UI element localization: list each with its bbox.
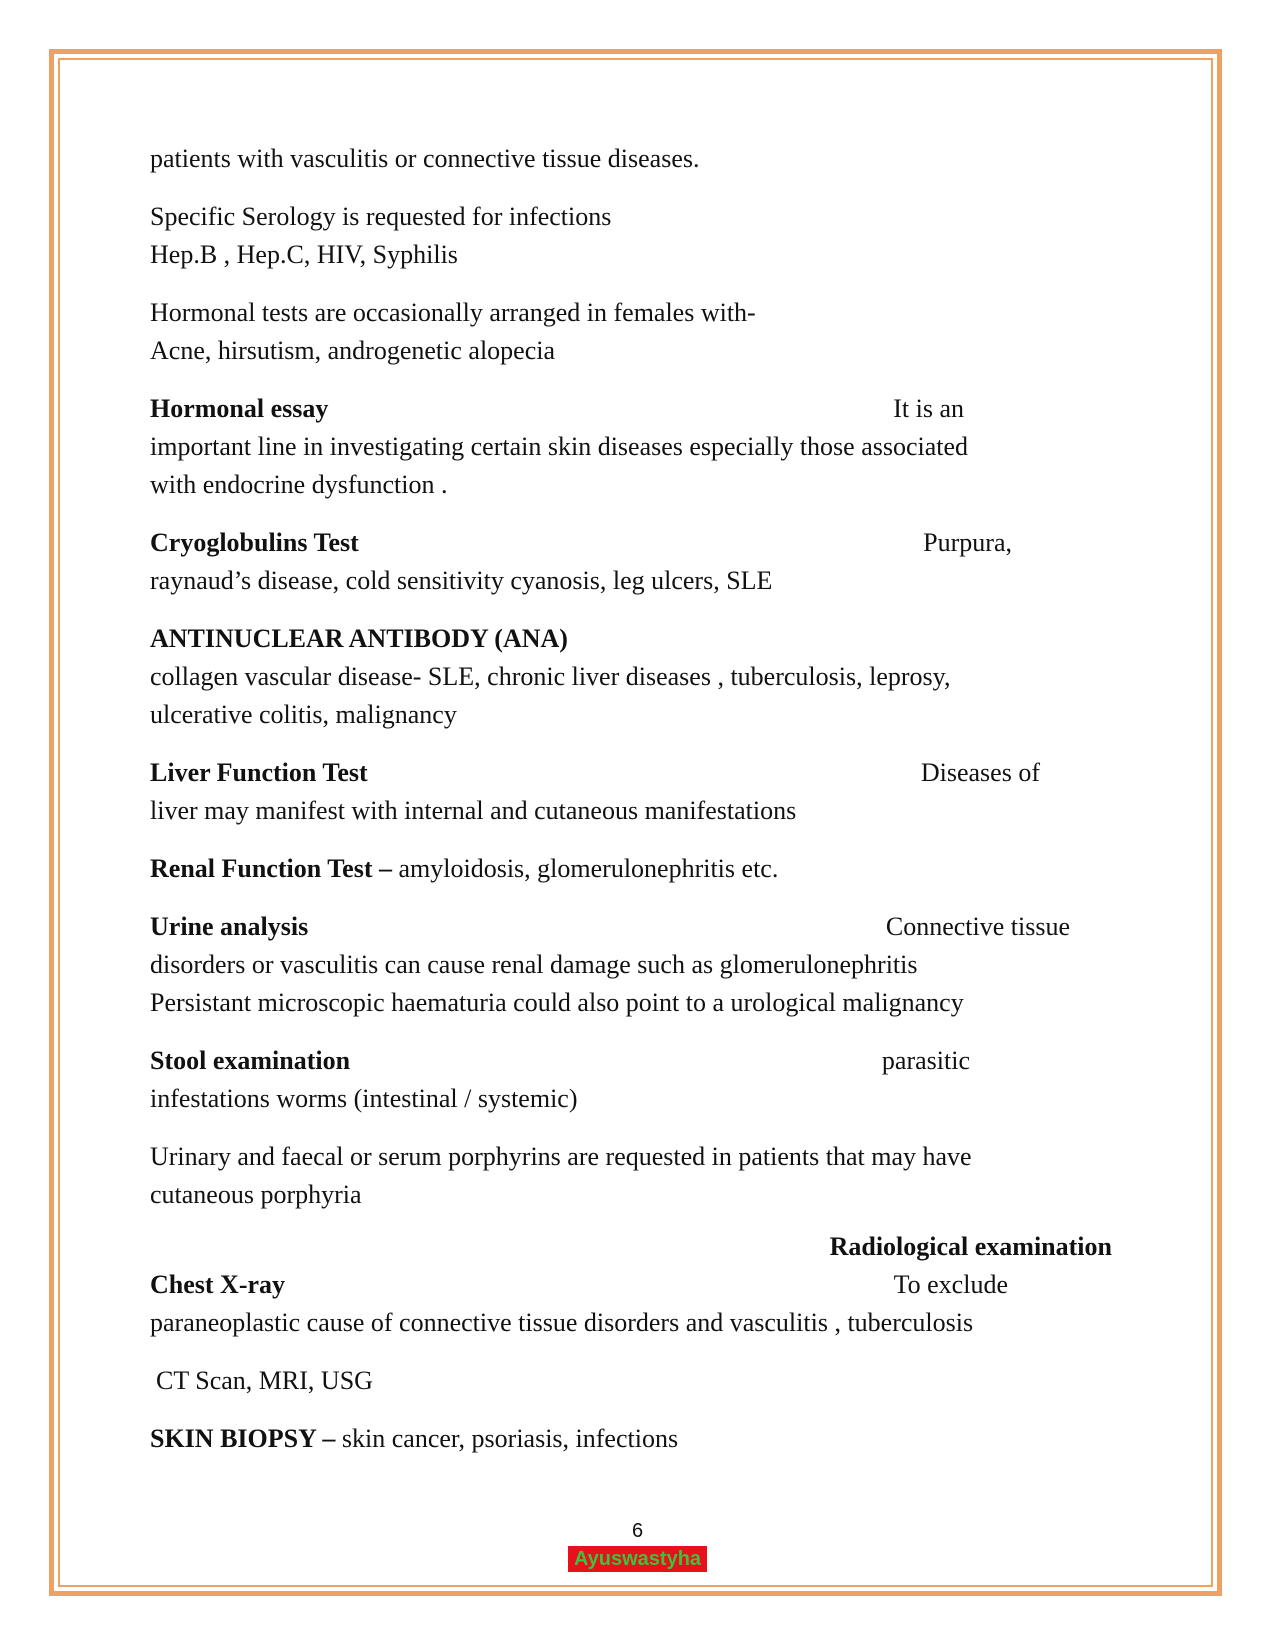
text-line: Diseases of bbox=[920, 758, 1040, 787]
text-line: Hormonal tests are occasionally arranged in females with- bbox=[150, 298, 756, 327]
section-heading: Liver Function Test bbox=[150, 758, 368, 787]
text-line: Acne, hirsutism, androgenetic alopecia bbox=[150, 336, 556, 365]
section-cryoglobulins bbox=[150, 524, 1130, 600]
section-heading: Hormonal essay bbox=[150, 394, 329, 423]
section-renal-function bbox=[150, 850, 1130, 888]
text-line: ulcerative colitis, malignancy bbox=[150, 700, 457, 729]
section-heading: Radiological examination bbox=[829, 1232, 1112, 1261]
text-line: raynaud’s disease, cold sensitivity cyanosis, leg ulcers, SLE bbox=[150, 566, 773, 595]
section-heading: Renal Function Test – bbox=[150, 854, 392, 883]
text-line: amyloidosis, glomerulonephritis etc. bbox=[392, 854, 779, 883]
text-line: It is an bbox=[893, 394, 964, 423]
section-heading: Stool examination bbox=[150, 1046, 351, 1075]
text-line: Persistant microscopic haematuria could also point to a urological malignancy bbox=[150, 988, 964, 1017]
section-heading: Chest X-ray bbox=[150, 1270, 286, 1299]
text-line: Connective tissue bbox=[885, 912, 1070, 941]
text-line: with endocrine dysfunction . bbox=[150, 470, 448, 499]
text-line: To exclude bbox=[893, 1270, 1008, 1299]
text-line: collagen vascular disease- SLE, chronic liver diseases , tuberculosis, leprosy, bbox=[150, 662, 951, 691]
paragraph-hormonal-tests bbox=[150, 294, 1130, 370]
text-line: cutaneous porphyria bbox=[150, 1180, 362, 1209]
paragraph-serology bbox=[150, 198, 1130, 274]
section-heading: Urine analysis bbox=[150, 912, 309, 941]
text-line: Urinary and faecal or serum porphyrins are requested in patients that may have bbox=[150, 1142, 972, 1171]
text-line: Purpura, bbox=[923, 528, 1012, 557]
text-line: paraneoplastic cause of connective tissue disorders and vasculitis , tuberculosis bbox=[150, 1308, 974, 1337]
text-line: disorders or vasculitis can cause renal damage such as glomerulonephritis bbox=[150, 950, 918, 979]
document-body bbox=[150, 140, 1130, 1478]
text-line: Specific Serology is requested for infections bbox=[150, 202, 612, 231]
section-heading: Cryoglobulins Test bbox=[150, 528, 359, 557]
section-heading: SKIN BIOPSY – bbox=[150, 1424, 336, 1453]
brand-label: Ayuswastyha bbox=[568, 1546, 707, 1572]
section-liver-function bbox=[150, 754, 1130, 830]
section-skin-biopsy bbox=[150, 1420, 1130, 1458]
text-line: important line in investigating certain skin diseases especially those associated bbox=[150, 432, 969, 461]
text-line: liver may manifest with internal and cutaneous manifestations bbox=[150, 796, 797, 825]
section-heading: ANTINUCLEAR ANTIBODY (ANA) bbox=[150, 624, 568, 653]
text-line: parasitic bbox=[881, 1046, 970, 1075]
text-line: Hep.B , Hep.C, HIV, Syphilis bbox=[150, 240, 458, 269]
text-line: infestations worms (intestinal / systemic) bbox=[150, 1084, 578, 1113]
section-stool-examination bbox=[150, 1042, 1130, 1118]
paragraph-porphyrins bbox=[150, 1138, 1130, 1214]
text-line: CT Scan, MRI, USG bbox=[156, 1366, 373, 1395]
section-urine-analysis bbox=[150, 908, 1130, 1022]
section-radiological bbox=[150, 1228, 1130, 1342]
section-ana bbox=[150, 620, 1130, 734]
page-number: 6 bbox=[631, 1520, 644, 1542]
text-line: patients with vasculitis or connective tissue diseases. bbox=[150, 144, 700, 173]
section-hormonal-essay bbox=[150, 390, 1130, 504]
text-line: skin cancer, psoriasis, infections bbox=[335, 1424, 679, 1453]
paragraph-imaging bbox=[150, 1362, 1130, 1400]
paragraph-vasculitis bbox=[150, 140, 1130, 178]
